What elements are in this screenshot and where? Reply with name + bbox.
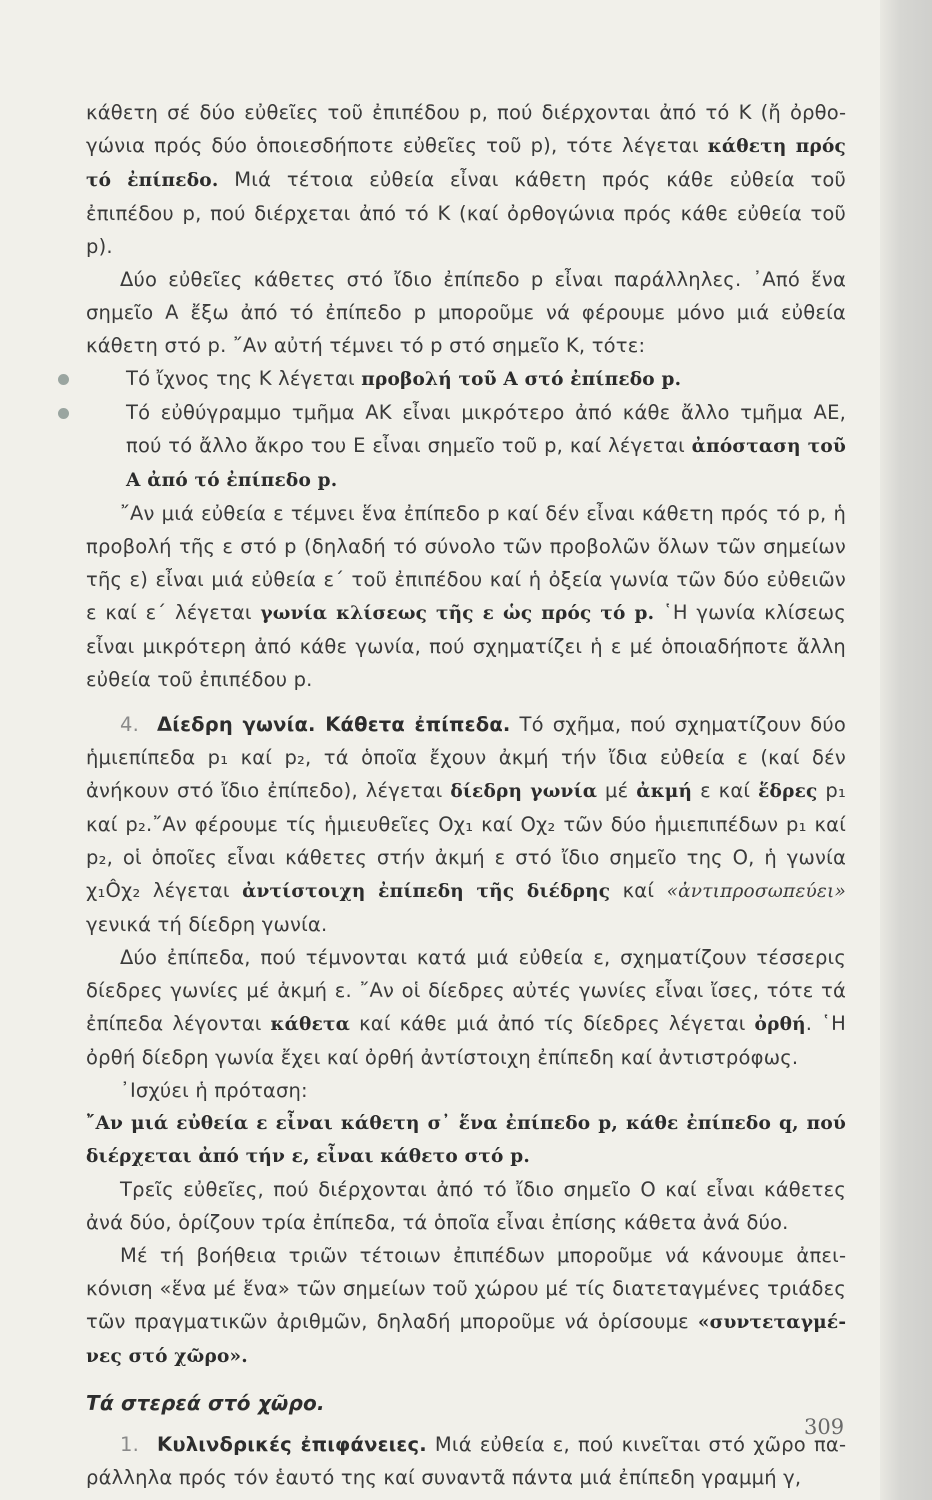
bullet-distance: Τό εὐθύγραμμο τμῆμα ΑΚ εἶναι μικρότερο ἀπό κάθε ἄλλο τμῆμα ΑΕ, πού τό ἄλλο ἄκρο του Ε εἶναι σημεῖο τοῦ p, καί λέγεται ἀπόσταση τοῦ Α ἀπό τό ἐπίπεδο p. — [86, 396, 846, 497]
page-number: 309 — [804, 1415, 845, 1439]
page-body — [86, 96, 846, 1494]
paragraph-proposition-intro: ᾽Ισχύει ἡ πρόταση: — [120, 1079, 308, 1102]
paragraph-inclination-angle: ῎Αν μιά εὐθεία ε τέμνει ἕνα ἐπίπεδο p καί δέν εἶναι κάθετη πρός τό p, ἡ προβολή τῆς ε στό p (δηλαδή τό σύνολο τῶν προβολῶν ὅλων τῶν σημείων τῆς ε) εἶναι μιά εὐθεία ε΄ τοῦ ἐπιπέδου καί ἡ ὀξεία γωνία τῶν δύο εὐθειῶν ε καί ε΄ λέγεται γωνία κλίσεως τῆς ε ὡς πρός τό p. ῾Η γωνία κλίσεως εἶναι μικρότερη ἀπό κάθε γωνία, πού σχηματίζει ἡ ε μέ ὁποιαδήποτε ἄλλη εὐθεία τοῦ ἐπιπέδου p. — [86, 502, 846, 691]
term-coordinates: «συντεταγμένες στό χῶρο». — [86, 1312, 846, 1367]
section-dihedral-angle: 4. Δίεδρη γωνία. Κάθετα ἐπίπεδα. Τό σχῆμα, πού σχηματίζουν δύο ἡμιεπίπεδα p₁ καί p₂, τά ὁποῖα ἔχουν ἀκμή τήν ἴδια εὐθεία ε (καί δέν ἀνήκουν στό ἴδιο ἐπίπεδο), λέγεται δίεδρη γωνία μέ ἀκμή ε καί ἕδρες p₁ καί p₂.῎Αν φέρουμε τίς ἡμιευθεῖες Οχ₁ καί Οχ₂ τῶν δύο ἡμιεπιπέδων p₁ καί p₂, οἱ ὁποῖες εἶναι κάθετες στήν ἀκμή ε στό ἴδιο σημεῖο της Ο, ἡ γωνία χ₁Ôχ₂ λέγεται ἀντίστοιχη ἐπίπεδη τῆς διέδρης καί «ἀντιπροσωπεύει» γενικά τή δίεδρη γωνία. — [86, 713, 847, 936]
section-title-solids: Τά στερεά στό χῶρο. — [86, 1391, 325, 1415]
theorem-statement: ῎Αν μιά εὐθεία ε εἶναι κάθετη σ᾽ ἕνα ἐπίπεδο p, κάθε ἐπίπεδο q, πού διέρχεται ἀπό τήν ε, εἶναι κάθετο στό p. — [86, 1113, 846, 1167]
bullet-projection: Τό ἴχνος της Κ λέγεται προβολή τοῦ Α στό ἐπίπεδο p. — [86, 362, 846, 396]
section-number: 4. — [120, 713, 140, 736]
bullet-dot-icon — [58, 374, 69, 385]
paragraph-three-lines: Τρεῖς εὐθεῖες, πού διέρχονται ἀπό τό ἴδιο σημεῖο Ο καί εἶναι κάθετες ἀνά δύο, ὁρίζουν τρία ἐπίπεδα, τά ὁποῖα εἶναι ἐπίσης κάθετα ἀνά δύο. — [86, 1178, 846, 1234]
section-heading: Κυλινδρικές ἐπιφάνειες. — [157, 1433, 427, 1456]
page-edge-shadow — [880, 0, 932, 1500]
paragraph-perpendicular-planes: Δύο ἐπίπεδα, πού τέμνονται κατά μιά εὐθεία ε, σχηματίζουν τέσσερις δίεδρες γωνίες μέ ἀκμή ε. ῎Αν οἱ δίεδρες αὐτές γωνίες εἶναι ἴσες, τότε τά ἐπίπεδα λέγονται κάθετα καί κάθε μιά ἀπό τίς δίεδρες λέγεται ὀρθή. ῾Η ὀρθή δίεδρη γωνία ἔχει καί ὀρθή ἀντίστοιχη ἐπίπεδη καί ἀντιστρόφως. — [86, 946, 846, 1069]
term-projection: προβολή τοῦ Α στό ἐπίπεδο p. — [361, 369, 682, 390]
paragraph-coordinates: Μέ τή βοήθεια τριῶν τέτοιων ἐπιπέδων μποροῦμε νά κάνουμε ἀπεικόνιση «ἕνα μέ ἕνα» τῶν σημείων τοῦ χώρου μέ τίς διατεταγμένες τριάδες τῶν πραγματικῶν ἀριθμῶν, δηλαδή μποροῦμε νά ὁρίσουμε «συντεταγμένες στό χῶρο». — [86, 1244, 846, 1367]
term-inclination-angle: γωνία κλίσεως τῆς ε ὡς πρός τό p. — [260, 603, 655, 624]
paragraph-perpendicular-line: κάθετη σέ δύο εὐθεῖες τοῦ ἐπιπέδου p, πού διέρχονται ἀπό τό Κ (ἤ ὀρθογώνια πρός δύο ὁποιεσδήποτε εὐθεῖες τοῦ p), τότε λέγεται κάθετη πρός τό ἐπίπεδο. Μιά τέτοια εὐθεία εἶναι κάθετη πρός κάθε εὐθεία τοῦ ἐπιπέδου p, πού διέρχεται ἀπό τό Κ (καί ὀρθογώνια πρός κάθε εὐθεία τοῦ p). — [86, 101, 846, 258]
section-heading: Δίεδρη γωνία. Κάθετα ἐπίπεδα. — [157, 713, 511, 736]
bullet-dot-icon — [58, 408, 69, 419]
paragraph-parallel-lines: Δύο εὐθεῖες κάθετες στό ἴδιο ἐπίπεδο p εἶναι παράλληλες. ᾽Από ἕνα σημεῖο Α ἔξω ἀπό τό ἐπίπεδο p μποροῦμε νά φέρουμε μόνο μιά εὐθεία κάθετη στό p. ῎Αν αὐτή τέμνει τό p στό σημεῖο Κ, τότε: — [86, 268, 846, 357]
section-cylindrical-surfaces: 1. Κυλινδρικές ἐπιφάνειες. Μιά εὐθεία ε, πού κινεῖται στό χῶρο παράλληλα πρός τόν ἑαυτό της καί συναντᾶ πάντα μιά ἐπίπεδη γραμμή γ, — [86, 1433, 846, 1489]
term-perpendicular-to-plane: κάθετη πρός τό ἐπίπεδο. — [86, 136, 846, 191]
section-number: 1. — [120, 1433, 140, 1456]
term-distance: ἀπόσταση τοῦ Α ἀπό τό ἐπίπεδο p. — [126, 436, 846, 491]
